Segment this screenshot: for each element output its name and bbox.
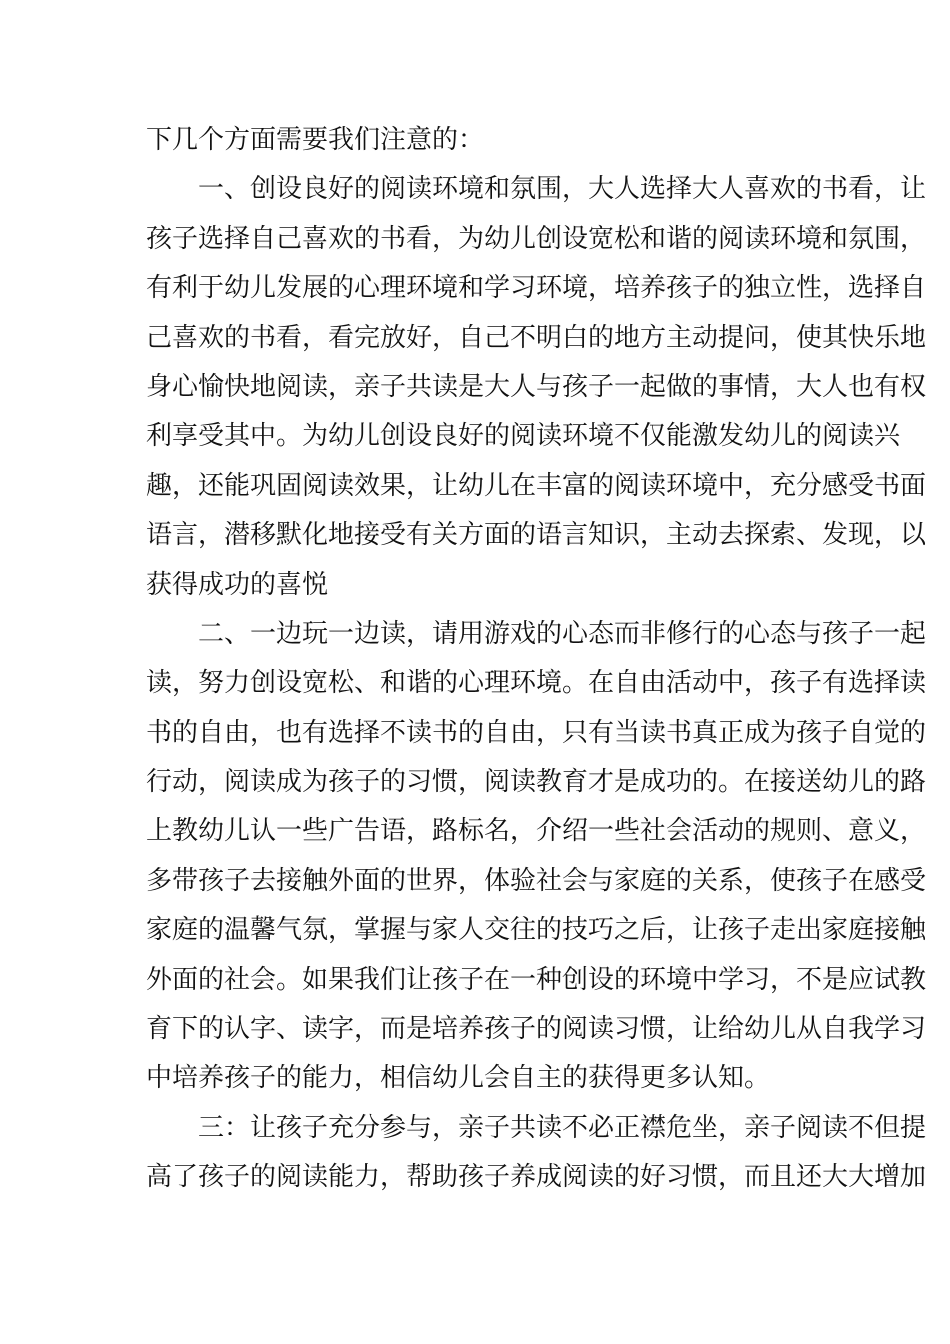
text-line: 书的自由，也有选择不读书的自由，只有当读书真正成为孩子自觉的 — [146, 717, 927, 748]
text-line: 孩子选择自己喜欢的书看，为幼儿创设宽松和谐的阅读环境和氛围， — [146, 223, 927, 254]
text-line: 身心愉快地阅读，亲子共读是大人与孩子一起做的事情，大人也有权 — [146, 371, 927, 402]
text-line: 己喜欢的书看，看完放好，自己不明白的地方主动提问，使其快乐地 — [146, 322, 927, 353]
text-line: 下几个方面需要我们注意的： — [146, 125, 485, 155]
text-line: 高了孩子的阅读能力，帮助孩子养成阅读的好习惯，而且还大大增加 — [146, 1162, 927, 1193]
paragraph-2-end-line: 中培养孩子的能力，相信幼儿会自主的获得更多认知。 — [146, 1063, 771, 1094]
document-body — [146, 116, 927, 1203]
paragraph-2-start-line: 二、一边玩一边读，请用游戏的心态而非修行的心态与孩子一起 — [198, 618, 927, 649]
text-line: 外面的社会。如果我们让孩子在一种创设的环境中学习，不是应试教 — [146, 964, 927, 995]
text-line: 行动，阅读成为孩子的习惯，阅读教育才是成功的。在接送幼儿的路 — [146, 767, 927, 798]
paragraph-1-start-line: 一、创设良好的阅读环境和氛围，大人选择大人喜欢的书看，让 — [198, 174, 927, 205]
text-line: 多带孩子去接触外面的世界，体验社会与家庭的关系，使孩子在感受 — [146, 865, 927, 896]
text-line: 上教幼儿认一些广告语，路标名，介绍一些社会活动的规则、意义， — [146, 816, 927, 847]
text-line: 育下的认字、读字，而是培养孩子的阅读习惯，让给幼儿从自我学习 — [146, 1014, 927, 1045]
text-line: 利享受其中。为幼儿创设良好的阅读环境不仅能激发幼儿的阅读兴 — [146, 421, 901, 452]
text-line: 有利于幼儿发展的心理环境和学习环境，培养孩子的独立性，选择自 — [146, 273, 927, 304]
paragraph-3-start-line: 三：让孩子充分参与，亲子共读不必正襟危坐，亲子阅读不但提 — [198, 1112, 927, 1143]
text-line: 趣，还能巩固阅读效果，让幼儿在丰富的阅读环境中，充分感受书面 — [146, 470, 927, 501]
paragraph-1-end-line: 获得成功的喜悦 — [146, 569, 329, 600]
text-line: 家庭的温馨气氛，掌握与家人交往的技巧之后，让孩子走出家庭接触 — [146, 915, 927, 946]
text-line: 读，努力创设宽松、和谐的心理环境。在自由活动中，孩子有选择读 — [146, 668, 927, 699]
text-line: 语言，潜移默化地接受有关方面的语言知识，主动去探索、发现，以 — [146, 520, 927, 551]
